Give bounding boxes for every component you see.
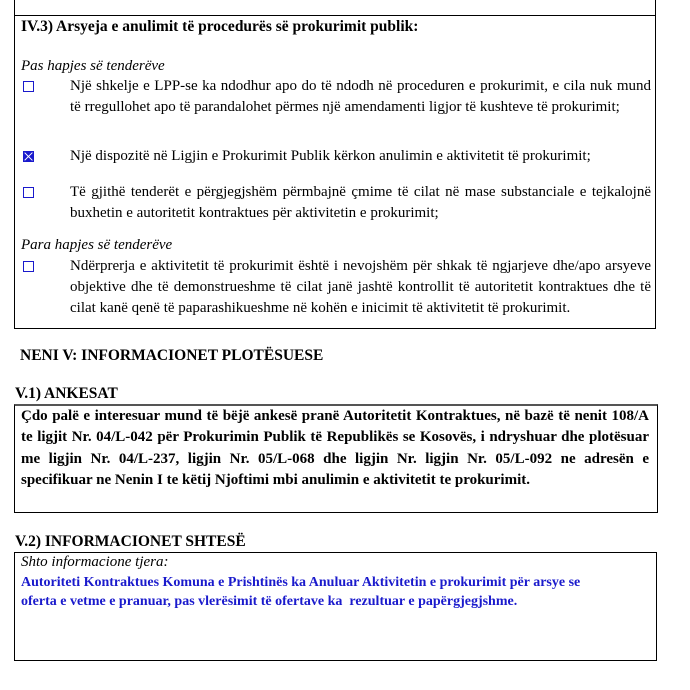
section-v2-label: Shto informacione tjera: (21, 554, 169, 570)
section-v-heading: NENI V: INFORMACIONET PLOTËSUESE (20, 347, 324, 364)
section-divider (14, 15, 656, 16)
section-v1-heading: V.1) ANKESAT (15, 385, 118, 402)
group-label-after-opening: Pas hapjes së tenderëve (21, 58, 165, 74)
option-text: Ndërprerja e aktivitetit të prokurimit është i nevojshëm për shkak të ngjarjeve dhe/apo arsyeve objektive dhe të demonstrueshme të cilat janë jashtë kontrollit të autoritetit kontraktues dhe të cilat kanë qenë të paparashikueshme në kohën e inicimit të aktivitetit të prokurimit. (70, 258, 651, 316)
checkbox-checked-icon[interactable] (23, 151, 34, 162)
section-v2-heading: V.2) INFORMACIONET SHTESË (15, 533, 246, 550)
checkbox-unchecked-icon[interactable] (23, 261, 34, 272)
section-v1-text: Çdo palë e interesuar mund të bëjë ankesë pranë Autoritetit Kontraktues, në bazë të nenit 108/A te ligjit Nr. 04/L-042 për Prokurimin Publik të Republikës se Kosovës, i ndryshuar dhe plotësuar me ligjin Nr. 04/L-237, ligjin Nr. 05/L-068 dhe ligjin Nr. ligjin Nr. 05/L-092 ne adresën e specifikuar ne Nenin I te këtij Njoftimi mbi anulimin e aktivitetit te prokurimit. (21, 408, 649, 488)
option-text: Një shkelje e LPP-se ka ndodhur apo do të ndodh në proceduren e prokurimit, e cila nuk mund të rregullohet apo të parandalohet përmes një amendamenti ligjor të kushteve të prokurimit; (70, 78, 651, 115)
section-v2-text-line1: Autoriteti Kontraktues Komuna e Prishtinës ka Anuluar Aktivitetin e prokurimit për arsye se (21, 575, 581, 590)
group-label-before-opening: Para hapjes së tenderëve (21, 237, 173, 253)
section-v2-text-line2: oferta e vetme e pranuar, pas vlerësimit të ofertave ka rezultuar e papërgjegjshme. (21, 594, 518, 609)
option-prices-exceed-budget[interactable] (21, 182, 651, 224)
option-breach-lpp[interactable] (21, 76, 651, 118)
checkbox-unchecked-icon[interactable] (23, 81, 34, 92)
option-text: Të gjithë tenderët e përgjegjshëm përmbajnë çmime të cilat në mase substanciale e tejkalojnë buxhetin e autoritetit kontraktues për aktivitetin e prokurimit; (70, 184, 651, 221)
option-law-requires-cancellation[interactable] (21, 146, 651, 167)
option-text: Një dispozitë në Ligjin e Prokurimit Publik kërkon anulimin e aktivitetit të prokurimit; (70, 148, 591, 164)
option-termination-necessary[interactable] (21, 256, 651, 319)
section-iv3-heading: IV.3) Arsyeja e anulimit të procedurës së prokurimit publik: (21, 18, 419, 35)
section-v2-text[interactable] (21, 573, 649, 611)
checkbox-unchecked-icon[interactable] (23, 187, 34, 198)
